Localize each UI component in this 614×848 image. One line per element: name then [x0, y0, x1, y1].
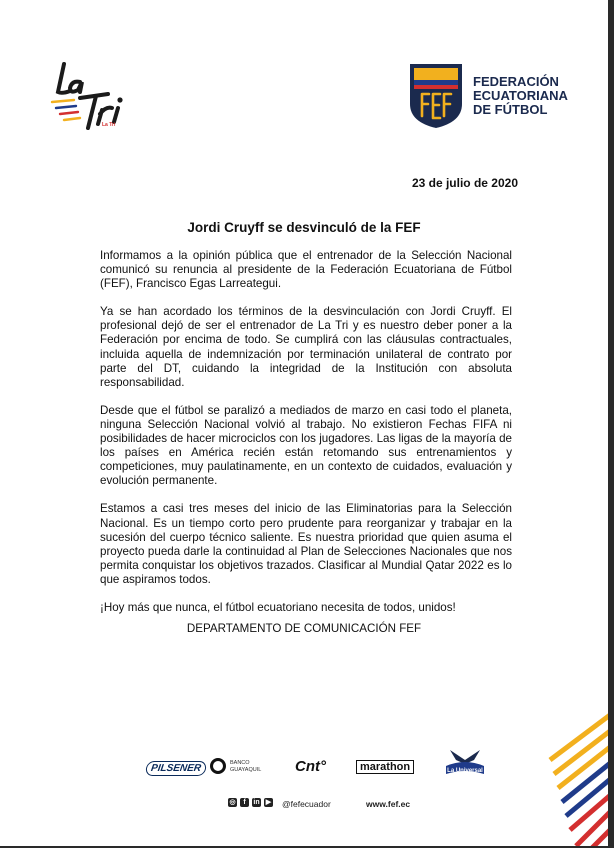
la-tri-logo-text: La Tri: [102, 122, 116, 128]
paragraph-5: ¡Hoy más que nunca, el fútbol ecuatoriano necesita de todos, unidos!: [100, 600, 456, 614]
paragraph-2: Ya se han acordado los términos de la desvinculación con Jordi Cruyff. El profesional dejó de ser el entrenador de La Tri y es nuestro deber poner a la Federación por encima de todo. Se cumplirá con las cláusulas contractuales, incluida aquella de indemnización por terminación unilateral de contrato por parte del DT, cuidando la integridad de la Institución con absoluta responsabilidad.: [100, 305, 512, 389]
social-icons: [228, 798, 273, 807]
la-universal-text: La Universal: [447, 768, 483, 774]
website-link[interactable]: www.fef.ec: [366, 799, 411, 809]
fef-name: [473, 75, 568, 117]
linkedin-icon[interactable]: in: [253, 799, 260, 806]
scan-edge-right: [608, 0, 614, 848]
signoff: DEPARTAMENTO DE COMUNICACIÓN FEF: [186, 622, 422, 635]
letter-date: 23 de julio de 2020: [411, 176, 518, 190]
cnt-logo: Cnt°: [295, 758, 326, 775]
fef-name-line-1: FEDERACIÓN: [473, 74, 559, 89]
banco-line-1: BANCO: [230, 760, 250, 766]
youtube-icon[interactable]: ▶: [265, 799, 272, 806]
la-universal-logo: [440, 746, 490, 782]
instagram-icon[interactable]: ◎: [229, 799, 236, 806]
fef-name-line-3: DE FÚTBOL: [473, 102, 548, 117]
decorative-stripes: [520, 690, 614, 848]
fef-name-line-2: ECUATORIANA: [473, 88, 568, 103]
social-handle[interactable]: @fefecuador: [282, 799, 331, 809]
banco-guayaquil-icon: [210, 758, 226, 774]
sponsor-row: [140, 746, 500, 786]
pilsener-logo: PILSENER: [145, 761, 207, 776]
paragraph-1: Informamos a la opinión pública que el entrenador de la Selección Nacional comunicó su renuncia al presidente de la Federación Ecuatoriana de Fútbol (FEF), Francisco Egas Larreategui.: [100, 249, 512, 291]
paragraph-3: Desde que el fútbol se paralizó a mediados de marzo en casi todo el planeta, ninguna Selección Nacional volvió al trabajo. No existieron Fechas FIFA ni posibilidades de hacer microciclos con los jugadores. Las ligas de la mayoría de los países en América recién están retomando sus entrenamientos y competiciones, muy paulatinamente, en un contexto de cuidados, evaluación y evolución permanente.: [100, 403, 512, 488]
banco-line-2: GUAYAQUIL: [230, 766, 262, 773]
marathon-logo: marathon: [356, 760, 414, 774]
letter-title: Jordi Cruyff se desvinculó de la FEF: [187, 220, 421, 235]
letter-body: [100, 249, 512, 629]
facebook-icon[interactable]: f: [240, 798, 249, 807]
fef-crest-logo: [406, 60, 466, 130]
paragraph-4: Estamos a casi tres meses del inicio de las Eliminatorias para la Selección Nacional. Es un tiempo corto pero prudente para reorganizar y trabajar en la sucesión del cuerpo técnico saliente. Es nuestra prioridad que quien asuma el proyecto pueda darle la continuidad al Plan de Selecciones Nacionales que nos permita conquistar los objetivos trazados. Clasificar al Mundial Qatar 2022 es lo que aspiramos todos.: [100, 502, 512, 586]
la-tri-logo: [50, 58, 136, 132]
